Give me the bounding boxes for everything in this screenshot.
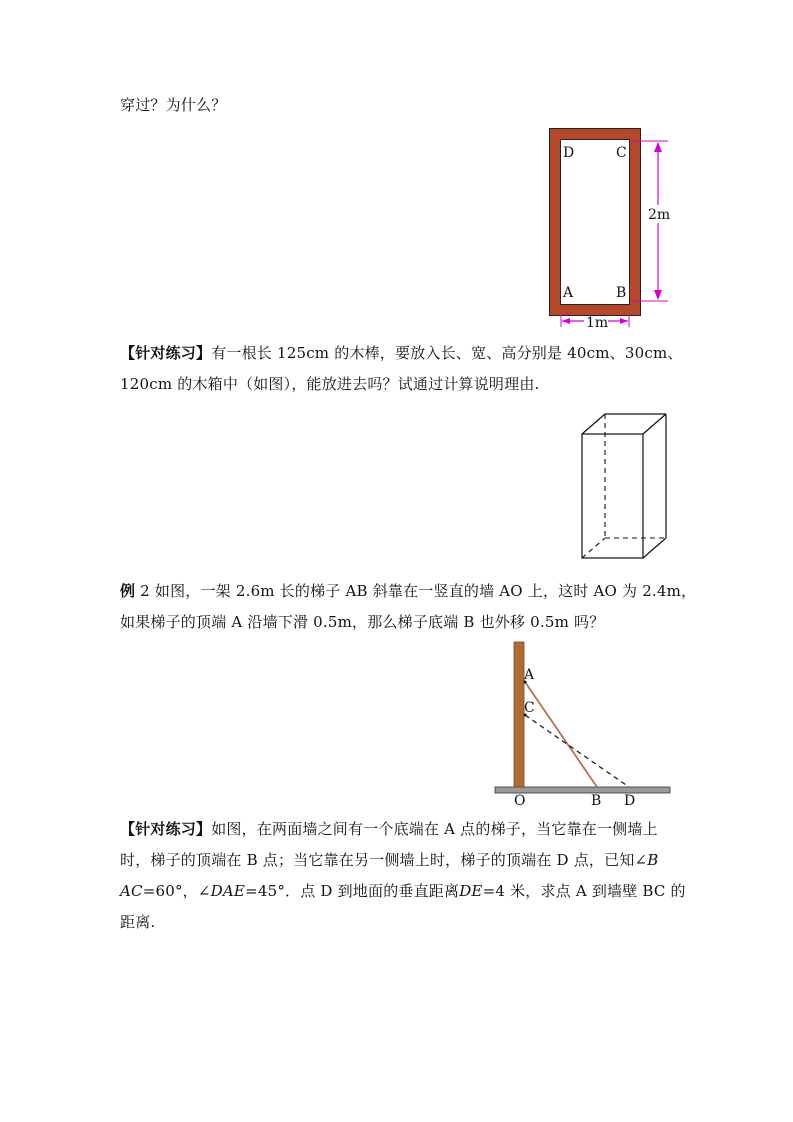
example2-line2: 如果梯子的顶端 A 沿墙下滑 0.5m，那么梯子底端 B 也外移 0.5m 吗？: [120, 613, 605, 631]
practice2-italic-ac: AC: [120, 882, 143, 900]
door-frame-figure: [540, 125, 680, 335]
practice2-line3: [120, 880, 686, 901]
door-height-label: 2m: [648, 207, 671, 223]
example2-line1: [120, 580, 696, 601]
practice2-tag: 【针对练习】: [120, 820, 212, 838]
practice2-text2: 时，梯子的顶端在 B 点；当它靠在另一侧墙上时，梯子的顶端在 D 点，已知∠: [120, 851, 648, 869]
practice2-line1: [120, 818, 658, 839]
practice2-line4: 距离.: [120, 913, 156, 931]
practice2-italic-b: B: [647, 851, 659, 869]
ladder-label-d: D: [624, 793, 636, 809]
door-label-d: D: [563, 145, 575, 161]
practice1-text1: 有一根长 125cm 的木棒，要放入长、宽、高分别是 40cm、30cm、: [211, 344, 683, 362]
practice1-tag: 【针对练习】: [120, 344, 212, 362]
wall: [514, 642, 524, 787]
intro-text: 穿过？为什么？: [120, 96, 227, 114]
ladder-label-b: B: [591, 793, 602, 809]
practice2-line2: [120, 849, 659, 870]
example2-tag: 例: [120, 582, 136, 600]
door-label-b: B: [616, 285, 627, 301]
practice2-text3a: =60°，∠: [142, 882, 211, 900]
example2-text1: 2 如图，一架 2.6m 长的梯子 AB 斜靠在一竖直的墙 AO 上，这时 AO 为 2.4m，: [135, 582, 697, 600]
door-width-label: 1m: [586, 315, 609, 331]
ladder-label-o: O: [514, 793, 526, 809]
box-figure: [578, 410, 670, 562]
ladder-figure: [490, 640, 675, 810]
door-label-a: A: [563, 285, 574, 301]
ladder-label-c: C: [524, 700, 535, 716]
ladder-cd: [525, 715, 629, 787]
ladder-ab: [525, 682, 597, 787]
practice1-line1: [120, 342, 683, 363]
practice1-line2: 120cm 的木箱中（如图），能放进去吗？试通过计算说明理由.: [120, 375, 540, 393]
practice2-text1: 如图，在两面墙之间有一个底端在 A 点的梯子，当它靠在一侧墙上: [211, 820, 658, 838]
practice2-text3b: =45°．点 D 到地面的垂直距离: [245, 882, 460, 900]
door-label-c: C: [616, 145, 627, 161]
practice2-italic-de: DE: [459, 882, 483, 900]
ladder-label-a: A: [524, 667, 535, 683]
practice2-text3c: =4 米，求点 A 到墙壁 BC 的: [482, 882, 686, 900]
practice2-italic-dae: DAE: [210, 882, 246, 900]
